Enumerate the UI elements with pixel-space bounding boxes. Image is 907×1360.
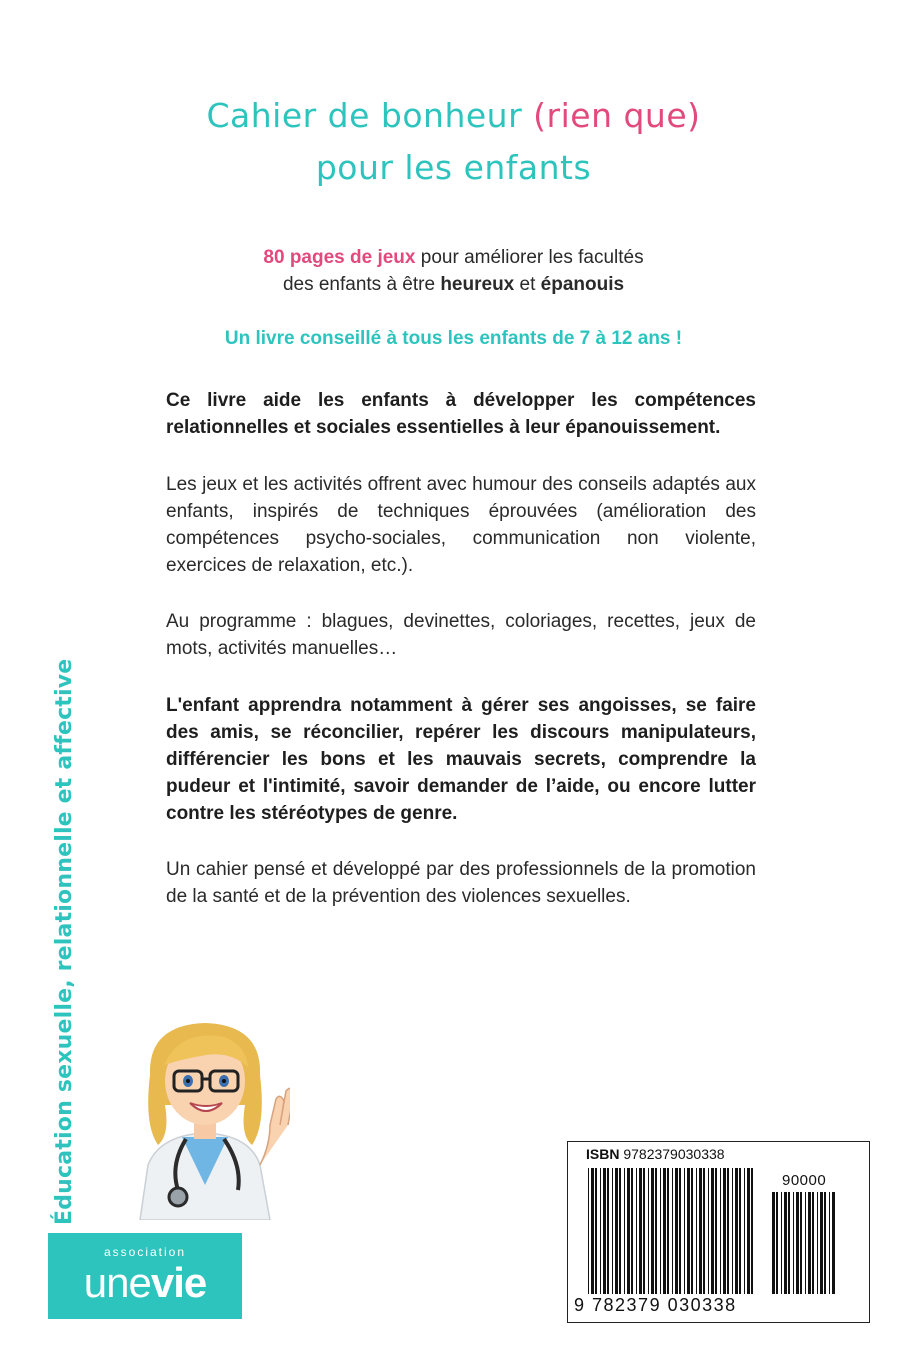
subtitle-bold-fulfilled: épanouis <box>540 274 625 295</box>
barcode-bar <box>651 1168 654 1294</box>
barcode-bar <box>595 1168 597 1294</box>
logo-word-une: une <box>83 1259 151 1306</box>
barcode-bar <box>624 1168 625 1294</box>
barcode-bar <box>591 1168 594 1294</box>
barcode-bar <box>672 1168 673 1294</box>
barcode-bar <box>720 1168 721 1294</box>
barcode-bar <box>747 1168 750 1294</box>
subtitle-bold-happy: heureux <box>440 274 515 295</box>
barcode-bar <box>655 1168 657 1294</box>
isbn-label: ISBN <box>586 1146 620 1162</box>
barcode-bar <box>639 1168 642 1294</box>
barcode-bar <box>800 1192 802 1294</box>
barcode-bar <box>627 1168 630 1294</box>
subtitle-line-2 <box>0 271 907 298</box>
barcode-box <box>567 1141 870 1323</box>
barcode-bar <box>615 1168 618 1294</box>
barcode-bar <box>703 1168 705 1294</box>
paragraph-activities: Les jeux et les activités offrent avec humour des conseils adaptés aux enfants, inspirés de techniques éprouvées (amélioration des compétences psycho-sociales, communication non violente, exercices de relaxation, etc.). <box>166 474 756 576</box>
subtitle-text: et <box>514 274 541 295</box>
price-code: 90000 <box>782 1172 827 1189</box>
barcode-bar <box>603 1168 606 1294</box>
barcode-bar <box>727 1168 729 1294</box>
barcode-bar <box>588 1168 589 1294</box>
barcode-bar <box>631 1168 633 1294</box>
barcode-bar <box>784 1192 787 1294</box>
subtitle-highlight: 80 pages de jeux <box>263 247 416 268</box>
subtitle-text: des enfants à être <box>282 274 441 295</box>
ean-digits: 9 782379 030338 <box>574 1295 737 1315</box>
age-recommendation: Un livre conseillé à tous les enfants de 7 à 12 ans ! <box>224 328 683 349</box>
barcode-bar <box>772 1192 775 1294</box>
barcode-bar <box>619 1168 621 1294</box>
paragraph-intro: Ce livre aide les enfants à développer les compétences relationnelles et sociales essentielles à leur épanouissement. <box>166 390 756 438</box>
title-text: Cahier de bonheur <box>206 96 534 135</box>
barcode-bar <box>744 1168 745 1294</box>
barcode-bar <box>796 1192 799 1294</box>
barcode-bar <box>723 1168 726 1294</box>
barcode-bar <box>660 1168 661 1294</box>
barcode-bar <box>808 1192 811 1294</box>
barcode-bar <box>691 1168 693 1294</box>
barcode-bar <box>751 1168 753 1294</box>
barcode-bar <box>735 1168 738 1294</box>
isbn-number: 9782379030338 <box>623 1146 725 1162</box>
barcode-bar <box>776 1192 778 1294</box>
barcode-bar <box>793 1192 794 1294</box>
barcode-bar <box>684 1168 685 1294</box>
barcode-bar <box>663 1168 666 1294</box>
barcode-bar <box>739 1168 741 1294</box>
barcode-bar <box>696 1168 697 1294</box>
doctor-illustration <box>120 1015 290 1220</box>
paragraph-authors: Un cahier pensé et développé par des professionnels de la promotion de la santé et de la prévention des violences sexuelles. <box>166 859 756 907</box>
association-logo <box>48 1233 242 1319</box>
barcode-bar <box>820 1192 823 1294</box>
barcode-bar <box>699 1168 702 1294</box>
barcode-bar <box>805 1192 806 1294</box>
barcode-bar <box>715 1168 717 1294</box>
barcode-bar <box>643 1168 645 1294</box>
barcode-bar <box>788 1192 790 1294</box>
barcode-bar <box>817 1192 818 1294</box>
barcode-bar <box>711 1168 714 1294</box>
title-line-1 <box>0 96 907 135</box>
barcode-bar <box>648 1168 649 1294</box>
barcode-bar <box>612 1168 613 1294</box>
barcode-bar <box>824 1192 826 1294</box>
barcode-bar <box>781 1192 782 1294</box>
barcode-bar <box>667 1168 669 1294</box>
barcode-bar <box>636 1168 637 1294</box>
subtitle-text: pour améliorer les facultés <box>415 247 644 268</box>
barcode-bar <box>687 1168 690 1294</box>
barcode-bar <box>829 1192 830 1294</box>
barcode-bar <box>607 1168 609 1294</box>
paragraph-learning: L'enfant apprendra notamment à gérer ses angoisses, se faire des amis, se réconcilier, repérer les discours manipulateurs, différencier les bons et les mauvais secrets, comprendre la pudeur et l'intimité, savoir demander de l’aide, ou encore lutter contre les stéréotypes de genre. <box>166 695 756 824</box>
barcode-bar <box>812 1192 814 1294</box>
barcode-bar <box>600 1168 601 1294</box>
title-highlight: (rien que) <box>533 96 701 135</box>
title-line-2: pour les enfants <box>315 148 592 187</box>
barcode-bar <box>679 1168 681 1294</box>
logo-association-word: association <box>103 1245 187 1259</box>
barcode-bar <box>832 1192 835 1294</box>
barcode-bar <box>675 1168 678 1294</box>
barcode-bar <box>732 1168 733 1294</box>
barcode-bar <box>708 1168 709 1294</box>
paragraph-program: Au programme : blagues, devinettes, coloriages, recettes, jeux de mots, activités manuelles… <box>166 611 756 659</box>
subtitle-line-1 <box>0 244 907 271</box>
spine-text: Éducation sexuelle, relationnelle et affective <box>52 658 77 1225</box>
logo-wordmark <box>48 1259 242 1307</box>
logo-word-vie: vie <box>150 1259 207 1306</box>
